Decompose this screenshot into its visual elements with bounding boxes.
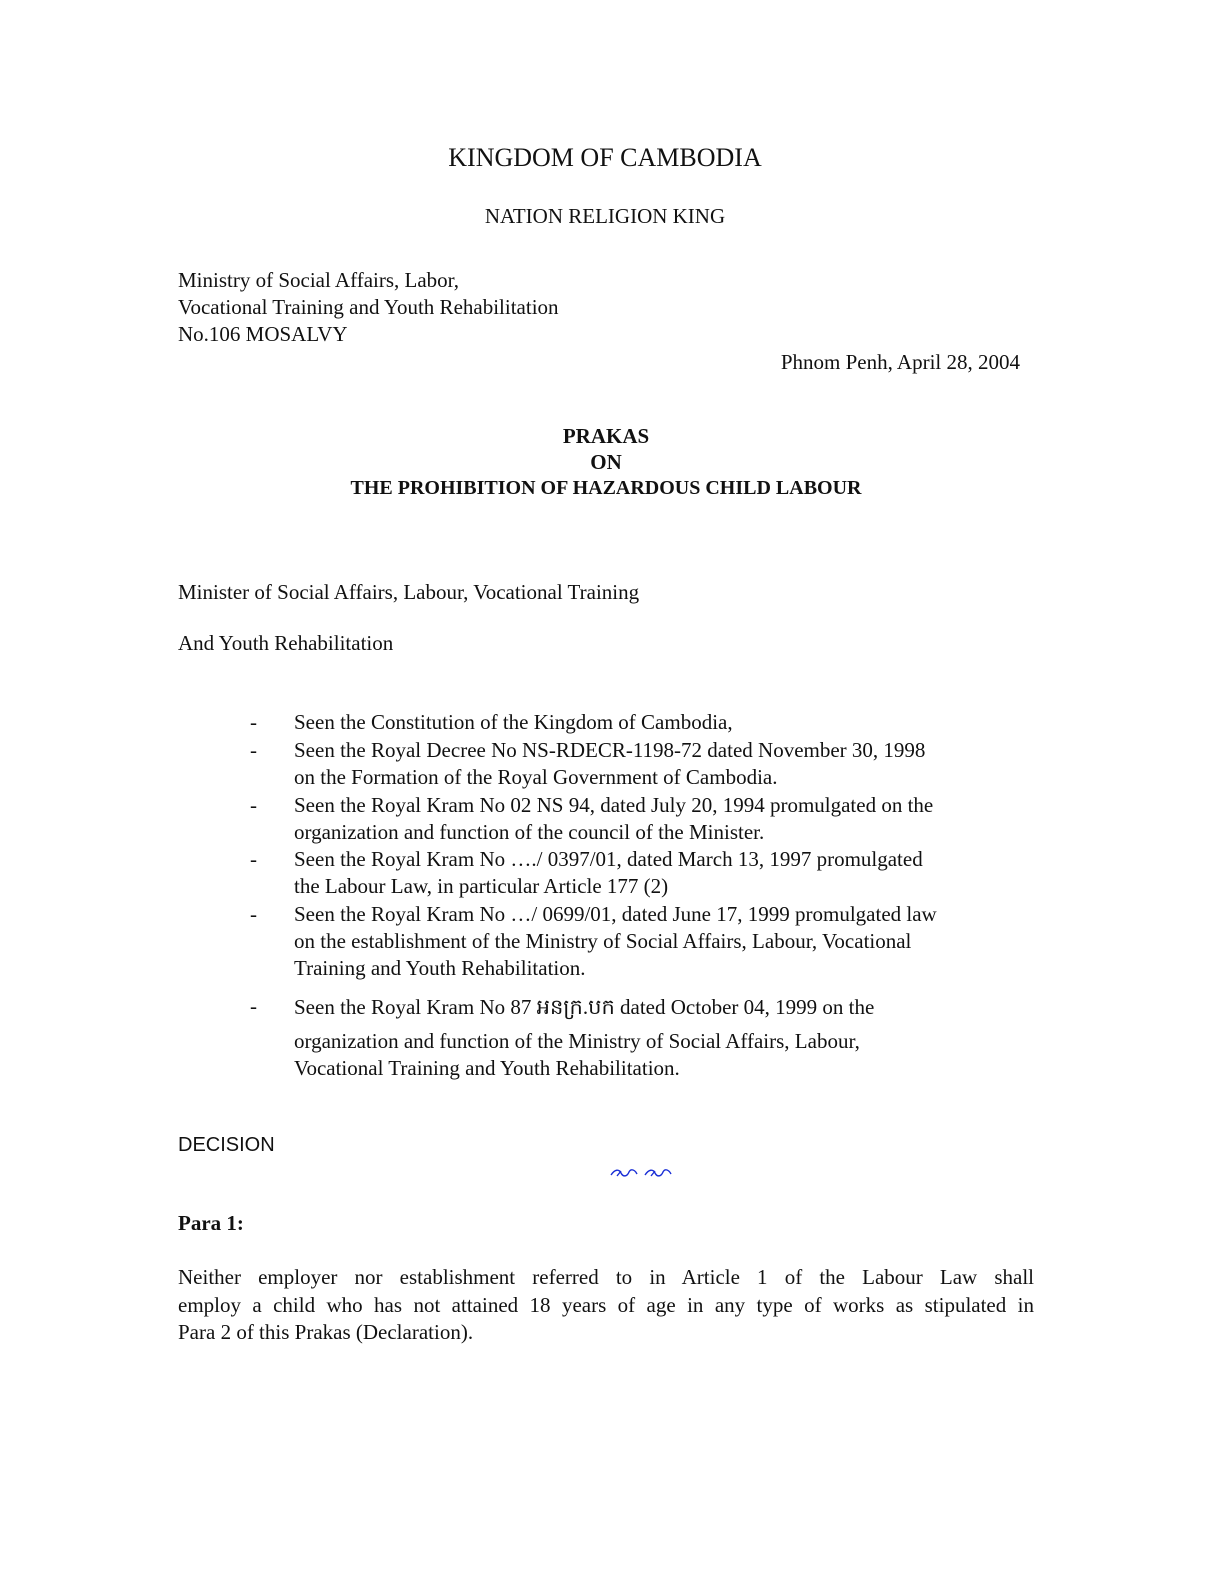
clause-5-line-1: Seen the Royal Kram No …/ 0699/01, dated June 17, 1999 promulgated law: [294, 902, 937, 926]
para-1-line-2: employ a child who has not attained 18 years of age in any type of works as stipulated in: [178, 1293, 1034, 1317]
clause-4-line-2: the Labour Law, in particular Article 177 (2): [294, 874, 669, 898]
minister-title-line-1: Minister of Social Affairs, Labour, Vocational Training: [178, 580, 640, 604]
clause-6-line-3: Vocational Training and Youth Rehabilitation.: [294, 1056, 680, 1080]
clause-2-line-1: Seen the Royal Decree No NS-RDECR-1198-72 dated November 30, 1998: [294, 738, 926, 762]
clause-dash: -: [250, 994, 257, 1018]
clause-5-line-2: on the establishment of the Ministry of Social Affairs, Labour, Vocational: [294, 929, 912, 953]
document-title-line-2: ON: [590, 450, 622, 474]
decision-heading: DECISION: [178, 1134, 275, 1156]
clause-2-line-2: on the Formation of the Royal Government of Cambodia.: [294, 765, 778, 789]
clause-dash: -: [250, 793, 257, 817]
document-title-line-3: THE PROHIBITION OF HAZARDOUS CHILD LABOUR: [350, 477, 862, 499]
minister-title-line-2: And Youth Rehabilitation: [178, 631, 394, 655]
document-number: No.106 MOSALVY: [178, 322, 348, 346]
document-title-line-1: PRAKAS: [562, 424, 650, 448]
clause-dash: -: [250, 738, 257, 762]
ministry-name-line-2: Vocational Training and Youth Rehabilitation: [178, 295, 559, 319]
para-1-line-1: Neither employer nor establishment referred to in Article 1 of the Labour Law shall: [178, 1265, 1034, 1289]
clause-dash: -: [250, 847, 257, 871]
place-and-date: Phnom Penh, April 28, 2004: [780, 350, 1020, 374]
clause-dash: -: [250, 902, 257, 926]
clause-1-line-1: Seen the Constitution of the Kingdom of Cambodia,: [294, 710, 733, 734]
clause-5-line-3: Training and Youth Rehabilitation.: [294, 956, 586, 980]
clause-6-line-1: Seen the Royal Kram No 87 អនក្រ.បក dated October 04, 1999 on the: [294, 995, 875, 1019]
ornament-icon: [609, 1166, 673, 1180]
clause-4-line-1: Seen the Royal Kram No …./ 0397/01, dated March 13, 1997 promulgated: [294, 847, 923, 871]
national-motto: NATION RELIGION KING: [484, 204, 726, 228]
para-1-line-3: Para 2 of this Prakas (Declaration).: [178, 1320, 474, 1344]
clause-6-line-2: organization and function of the Ministry of Social Affairs, Labour,: [294, 1029, 860, 1053]
clause-3-line-1: Seen the Royal Kram No 02 NS 94, dated July 20, 1994 promulgated on the: [294, 793, 934, 817]
kingdom-heading: KINGDOM OF CAMBODIA: [448, 143, 762, 172]
clause-dash: -: [250, 710, 257, 734]
ministry-name-line-1: Ministry of Social Affairs, Labor,: [178, 268, 460, 292]
para-1-heading: Para 1:: [178, 1211, 244, 1235]
clause-3-line-2: organization and function of the council of the Minister.: [294, 820, 765, 844]
